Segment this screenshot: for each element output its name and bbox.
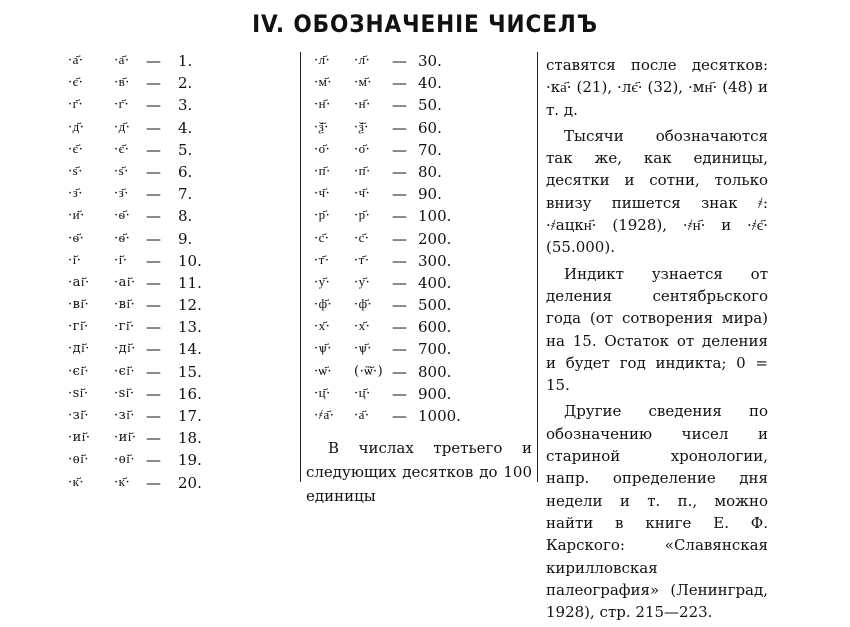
cyrillic-numeral: ·ѯ҃· <box>314 119 329 135</box>
numeral-row <box>308 74 478 96</box>
dash: — <box>146 362 161 381</box>
numeral-row <box>308 230 478 252</box>
cyrillic-numeral: ·л҃· <box>314 53 331 68</box>
numeral-row <box>66 96 206 118</box>
dash: — <box>146 52 161 70</box>
numeral-row <box>66 207 206 229</box>
numeral-row <box>308 163 478 185</box>
cyrillic-numeral-variant: ·л҃· <box>354 53 371 68</box>
dash: — <box>392 407 407 425</box>
cyrillic-numeral-variant: ·н҃· <box>354 97 371 113</box>
dash: — <box>392 118 407 137</box>
numeral-row <box>308 318 478 340</box>
dash: — <box>392 207 407 226</box>
arabic-value: 9. <box>178 229 193 248</box>
numeral-row <box>66 407 206 429</box>
numeral-row <box>66 340 206 362</box>
cyrillic-numeral: ·к҃· <box>68 474 85 490</box>
explanation-column <box>546 54 768 627</box>
arabic-value: 900. <box>418 384 452 403</box>
cyrillic-numeral-variant: ·г҃· <box>114 97 130 113</box>
numeral-row <box>66 74 206 96</box>
arabic-value: 7. <box>178 185 193 204</box>
cyrillic-numeral: ·ѳі҃· <box>68 452 90 468</box>
cyrillic-numeral-variant: ·єі҃· <box>114 363 136 379</box>
column2-note <box>306 436 532 508</box>
arabic-value: 3. <box>178 96 193 115</box>
dash: — <box>392 162 407 181</box>
arabic-value: 2. <box>178 74 193 93</box>
cyrillic-numeral-variant: ·п҃· <box>354 163 371 179</box>
cyrillic-numeral: ·ѕі҃· <box>68 385 89 401</box>
cyrillic-numeral: ·п҃· <box>314 163 331 179</box>
dash: — <box>146 473 161 492</box>
numeral-row <box>66 163 206 185</box>
cyrillic-numeral-variant: ·ф҃· <box>354 297 373 313</box>
cyrillic-numeral-variant: ·і҃· <box>114 252 128 268</box>
arabic-value: 30. <box>418 52 442 70</box>
cyrillic-numeral-variant: ·ѳ҃· <box>114 230 131 246</box>
arabic-value: 17. <box>178 407 202 425</box>
numeral-row <box>66 385 206 407</box>
arabic-value: 1000. <box>418 407 461 425</box>
numeral-row <box>308 52 478 74</box>
arabic-value: 80. <box>418 162 442 181</box>
cyrillic-numeral: ·ц҃· <box>314 385 331 401</box>
arabic-value: 100. <box>418 207 452 226</box>
cyrillic-numeral-variant: ·ѕ҃· <box>114 163 129 179</box>
explanation-paragraph-2: Тысячи обозначаются так же, как единицы, десятки и сотни, только внизу пишется знак ҂: ·҂ацкн҃· (1928), ·҂н҃· и ·҂є҃· (55.000). <box>546 126 768 257</box>
numeral-row <box>308 363 478 385</box>
numeral-row <box>308 385 478 407</box>
cyrillic-numeral-variant: ·ѯ҃· <box>354 119 369 135</box>
numeral-row <box>66 185 206 207</box>
arabic-value: 90. <box>418 185 442 204</box>
arabic-value: 1. <box>178 52 193 70</box>
page-title: IV. ОБОЗНАЧЕНІЕ ЧИСЕЛЪ <box>252 10 598 38</box>
cyrillic-numeral: ·с҃· <box>314 230 330 246</box>
arabic-value: 18. <box>178 429 202 448</box>
numeral-row <box>66 451 206 473</box>
cyrillic-numeral-variant: ·иі҃· <box>114 430 137 446</box>
dash: — <box>146 185 161 204</box>
cyrillic-numeral: ·ф҃· <box>314 297 333 313</box>
dash: — <box>146 407 161 425</box>
dash: — <box>146 318 161 337</box>
cyrillic-numeral: ·у҃· <box>314 274 331 290</box>
cyrillic-numeral-variant: ·а҃· <box>354 408 370 423</box>
arabic-value: 5. <box>178 140 193 159</box>
cyrillic-numeral-variant: ·є҃· <box>114 141 130 157</box>
numeral-row <box>66 429 206 451</box>
dash: — <box>392 384 407 403</box>
cyrillic-numeral: ·і҃· <box>68 252 82 268</box>
dash: — <box>392 140 407 159</box>
cyrillic-numeral: ·єі҃· <box>68 363 90 379</box>
cyrillic-numeral: ·ві҃· <box>68 297 90 313</box>
cyrillic-numeral: ·т҃· <box>314 252 330 268</box>
cyrillic-numeral-variant: ·о҃· <box>354 141 371 157</box>
numeral-row <box>308 119 478 141</box>
arabic-value: 6. <box>178 162 193 181</box>
dash: — <box>146 74 161 93</box>
cyrillic-numeral: ·иі҃· <box>68 430 91 446</box>
dash: — <box>392 273 407 292</box>
cyrillic-numeral: ·є҃· <box>68 141 84 157</box>
explanation-paragraph-3: Индикт узнается от деления сентябрьского года (от сотворения мира) на 15. Остаток от деления и будет год индикта; 0 = 15. <box>546 264 768 395</box>
dash: — <box>146 96 161 115</box>
numeral-row <box>308 141 478 163</box>
numerals-column-2 <box>308 52 478 429</box>
dash: — <box>392 52 407 70</box>
arabic-value: 40. <box>418 74 442 93</box>
cyrillic-numeral: ·н҃· <box>314 97 331 113</box>
dash: — <box>146 451 161 470</box>
column-divider-left <box>300 52 301 482</box>
arabic-value: 500. <box>418 296 452 315</box>
dash: — <box>146 162 161 181</box>
cyrillic-numeral-variant: ·д҃· <box>114 119 131 135</box>
dash: — <box>146 340 161 359</box>
dash: — <box>146 251 161 270</box>
cyrillic-numeral: ·гі҃· <box>68 319 89 335</box>
arabic-value: 50. <box>418 96 442 115</box>
column-divider-right <box>537 52 538 482</box>
dash: — <box>146 384 161 403</box>
cyrillic-numeral-variant: ·х҃· <box>354 319 371 335</box>
arabic-value: 800. <box>418 362 452 381</box>
cyrillic-numeral-variant: ·гі҃· <box>114 319 135 335</box>
cyrillic-numeral: ·ді҃· <box>68 341 90 357</box>
cyrillic-numeral-variant: ·ѱ҃· <box>354 341 372 357</box>
dash: — <box>146 229 161 248</box>
arabic-value: 19. <box>178 451 202 470</box>
cyrillic-numeral-variant: ·а҃· <box>114 53 130 68</box>
dash: — <box>146 118 161 137</box>
dash: — <box>146 207 161 226</box>
dash: — <box>392 251 407 270</box>
numeral-row <box>66 318 206 340</box>
dash: — <box>392 340 407 359</box>
numeral-row <box>308 252 478 274</box>
numeral-row <box>66 474 206 496</box>
arabic-value: 600. <box>418 318 452 337</box>
arabic-value: 20. <box>178 473 202 492</box>
cyrillic-numeral: ·д҃· <box>68 119 85 135</box>
numeral-row <box>66 230 206 252</box>
numeral-row <box>66 363 206 385</box>
cyrillic-numeral-variant: ·ѳ҃· <box>114 208 131 224</box>
dash: — <box>146 429 161 448</box>
cyrillic-numeral: ·и҃· <box>68 208 85 224</box>
cyrillic-numeral: ·зі҃· <box>68 408 89 423</box>
cyrillic-numeral: ·҂а҃· <box>314 408 335 423</box>
cyrillic-numeral-variant: ·с҃· <box>354 230 370 246</box>
cyrillic-numeral-variant: ·аі҃· <box>114 274 136 290</box>
arabic-value: 70. <box>418 140 442 159</box>
cyrillic-numeral-variant: ·р҃· <box>354 208 371 224</box>
cyrillic-numeral: ·а҃· <box>68 53 84 68</box>
arabic-value: 200. <box>418 229 452 248</box>
cyrillic-numeral: ·р҃· <box>314 208 331 224</box>
numeral-row <box>308 96 478 118</box>
cyrillic-numeral: ·ѡ҃· <box>314 363 332 379</box>
cyrillic-numeral: ·аі҃· <box>68 274 90 290</box>
cyrillic-numeral-variant: (·ѿ҃·) <box>354 363 384 379</box>
arabic-value: 14. <box>178 340 202 359</box>
cyrillic-numeral: ·х҃· <box>314 319 331 335</box>
cyrillic-numeral-variant: ·к҃· <box>114 474 131 490</box>
dash: — <box>392 229 407 248</box>
cyrillic-numeral: ·г҃· <box>68 97 84 113</box>
column2-note-text: В числах третьего и следующих десятков до 100 единицы <box>306 439 532 505</box>
numeral-row <box>66 274 206 296</box>
cyrillic-numeral: ·ѕ҃· <box>68 163 83 179</box>
arabic-value: 11. <box>178 273 202 292</box>
cyrillic-numeral: ·о҃· <box>314 141 331 157</box>
numeral-row <box>308 207 478 229</box>
numeral-row <box>308 274 478 296</box>
dash: — <box>392 185 407 204</box>
numeral-row <box>66 141 206 163</box>
cyrillic-numeral: ·ѳ҃· <box>68 230 85 246</box>
explanation-paragraph-4: Другие сведения по обозначению чисел и стариной хронологии, напр. определение дня недели и т. п., можно найти в книге Е. Ф. Карского: «Славянская кирилловская палеография» (Ленинград, 1928), стр. 215—223. <box>546 402 768 622</box>
arabic-value: 4. <box>178 118 193 137</box>
cyrillic-numeral-variant: ·ѳі҃· <box>114 452 136 468</box>
arabic-value: 8. <box>178 207 193 226</box>
dash: — <box>392 362 407 381</box>
cyrillic-numeral-variant: ·ѕі҃· <box>114 385 135 401</box>
dash: — <box>146 273 161 292</box>
cyrillic-numeral-variant: ·у҃· <box>354 274 371 290</box>
numeral-row <box>308 185 478 207</box>
dash: — <box>392 74 407 93</box>
explanation-paragraph-1: ставятся после десятков: ·ка҃· (21), ·лє҃· (32), ·мн҃· (48) и т. д. <box>546 56 768 119</box>
cyrillic-numeral: ·є҃· <box>68 75 84 91</box>
dash: — <box>392 96 407 115</box>
arabic-value: 13. <box>178 318 202 337</box>
cyrillic-numeral-variant: ·м҃· <box>354 75 372 91</box>
numeral-row <box>308 296 478 318</box>
dash: — <box>392 318 407 337</box>
numeral-row <box>66 296 206 318</box>
cyrillic-numeral-variant: ·ві҃· <box>114 297 136 313</box>
cyrillic-numeral-variant: ·ч҃· <box>354 186 371 202</box>
cyrillic-numeral-variant: ·в҃· <box>114 75 130 91</box>
numeral-row <box>308 407 478 429</box>
arabic-value: 60. <box>418 118 442 137</box>
dash: — <box>392 296 407 315</box>
numeral-row <box>308 340 478 362</box>
arabic-value: 700. <box>418 340 452 359</box>
dash: — <box>146 296 161 315</box>
numeral-row <box>66 252 206 274</box>
cyrillic-numeral-variant: ·зі҃· <box>114 408 135 423</box>
cyrillic-numeral-variant: ·т҃· <box>354 252 370 268</box>
arabic-value: 12. <box>178 296 202 315</box>
numeral-row <box>66 119 206 141</box>
cyrillic-numeral: ·ѱ҃· <box>314 341 332 357</box>
dash: — <box>146 140 161 159</box>
arabic-value: 10. <box>178 251 202 270</box>
cyrillic-numeral: ·ч҃· <box>314 186 331 202</box>
cyrillic-numeral-variant: ·ді҃· <box>114 341 136 357</box>
arabic-value: 15. <box>178 362 202 381</box>
arabic-value: 16. <box>178 384 202 403</box>
cyrillic-numeral-variant: ·з҃· <box>114 186 129 202</box>
cyrillic-numeral: ·м҃· <box>314 75 332 91</box>
numeral-row <box>66 52 206 74</box>
cyrillic-numeral: ·з҃· <box>68 186 83 202</box>
arabic-value: 300. <box>418 251 452 270</box>
arabic-value: 400. <box>418 273 452 292</box>
numerals-column-1 <box>66 52 206 496</box>
cyrillic-numeral-variant: ·ц҃· <box>354 385 371 401</box>
